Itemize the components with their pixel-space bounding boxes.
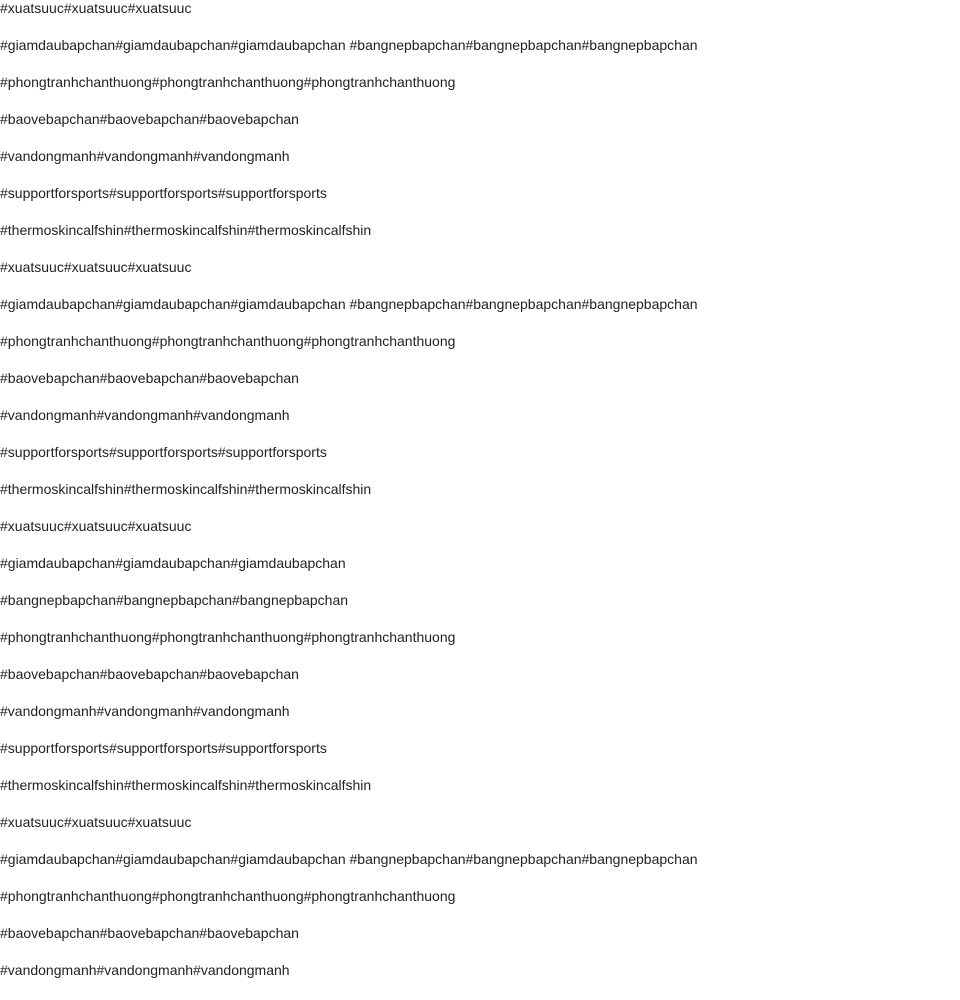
hashtag-line: #thermoskincalfshin#thermoskincalfshin#thermoskincalfshin bbox=[0, 777, 372, 793]
hashtag-line: #xuatsuuc#xuatsuuc#xuatsuuc bbox=[0, 259, 192, 275]
hashtag-line: #baovebapchan#baovebapchan#baovebapchan bbox=[0, 925, 299, 941]
hashtag-line: #thermoskincalfshin#thermoskincalfshin#thermoskincalfshin bbox=[0, 481, 372, 497]
hashtag-line: #xuatsuuc#xuatsuuc#xuatsuuc bbox=[0, 0, 192, 16]
hashtag-line: #baovebapchan#baovebapchan#baovebapchan bbox=[0, 370, 299, 386]
hashtag-line: #giamdaubapchan#giamdaubapchan#giamdaubapchan #bangnepbapchan#bangnepbapchan#bangnepbapchan bbox=[0, 37, 698, 53]
hashtag-line: #baovebapchan#baovebapchan#baovebapchan bbox=[0, 666, 299, 682]
hashtag-line: #xuatsuuc#xuatsuuc#xuatsuuc bbox=[0, 814, 192, 830]
hashtag-line: #vandongmanh#vandongmanh#vandongmanh bbox=[0, 148, 290, 164]
hashtag-line: #xuatsuuc#xuatsuuc#xuatsuuc bbox=[0, 518, 192, 534]
hashtag-line: #phongtranhchanthuong#phongtranhchanthuong#phongtranhchanthuong bbox=[0, 888, 456, 904]
hashtag-line: #supportforsports#supportforsports#supportforsports bbox=[0, 740, 327, 756]
hashtag-line: #vandongmanh#vandongmanh#vandongmanh bbox=[0, 962, 290, 978]
hashtag-line: #phongtranhchanthuong#phongtranhchanthuong#phongtranhchanthuong bbox=[0, 333, 456, 349]
hashtag-line: #giamdaubapchan#giamdaubapchan#giamdaubapchan #bangnepbapchan#bangnepbapchan#bangnepbapchan bbox=[0, 296, 698, 312]
hashtag-line: #bangnepbapchan#bangnepbapchan#bangnepbapchan bbox=[0, 592, 349, 608]
hashtag-line: #giamdaubapchan#giamdaubapchan#giamdaubapchan bbox=[0, 555, 346, 571]
hashtag-line: #supportforsports#supportforsports#supportforsports bbox=[0, 185, 327, 201]
hashtag-line: #thermoskincalfshin#thermoskincalfshin#thermoskincalfshin bbox=[0, 222, 372, 238]
hashtag-line: #supportforsports#supportforsports#supportforsports bbox=[0, 444, 327, 460]
hashtag-line: #vandongmanh#vandongmanh#vandongmanh bbox=[0, 407, 290, 423]
hashtag-line: #phongtranhchanthuong#phongtranhchanthuong#phongtranhchanthuong bbox=[0, 629, 456, 645]
hashtag-line: #vandongmanh#vandongmanh#vandongmanh bbox=[0, 703, 290, 719]
hashtag-line: #baovebapchan#baovebapchan#baovebapchan bbox=[0, 111, 299, 127]
hashtag-line: #phongtranhchanthuong#phongtranhchanthuong#phongtranhchanthuong bbox=[0, 74, 456, 90]
hashtag-line: #giamdaubapchan#giamdaubapchan#giamdaubapchan #bangnepbapchan#bangnepbapchan#bangnepbapchan bbox=[0, 851, 698, 867]
